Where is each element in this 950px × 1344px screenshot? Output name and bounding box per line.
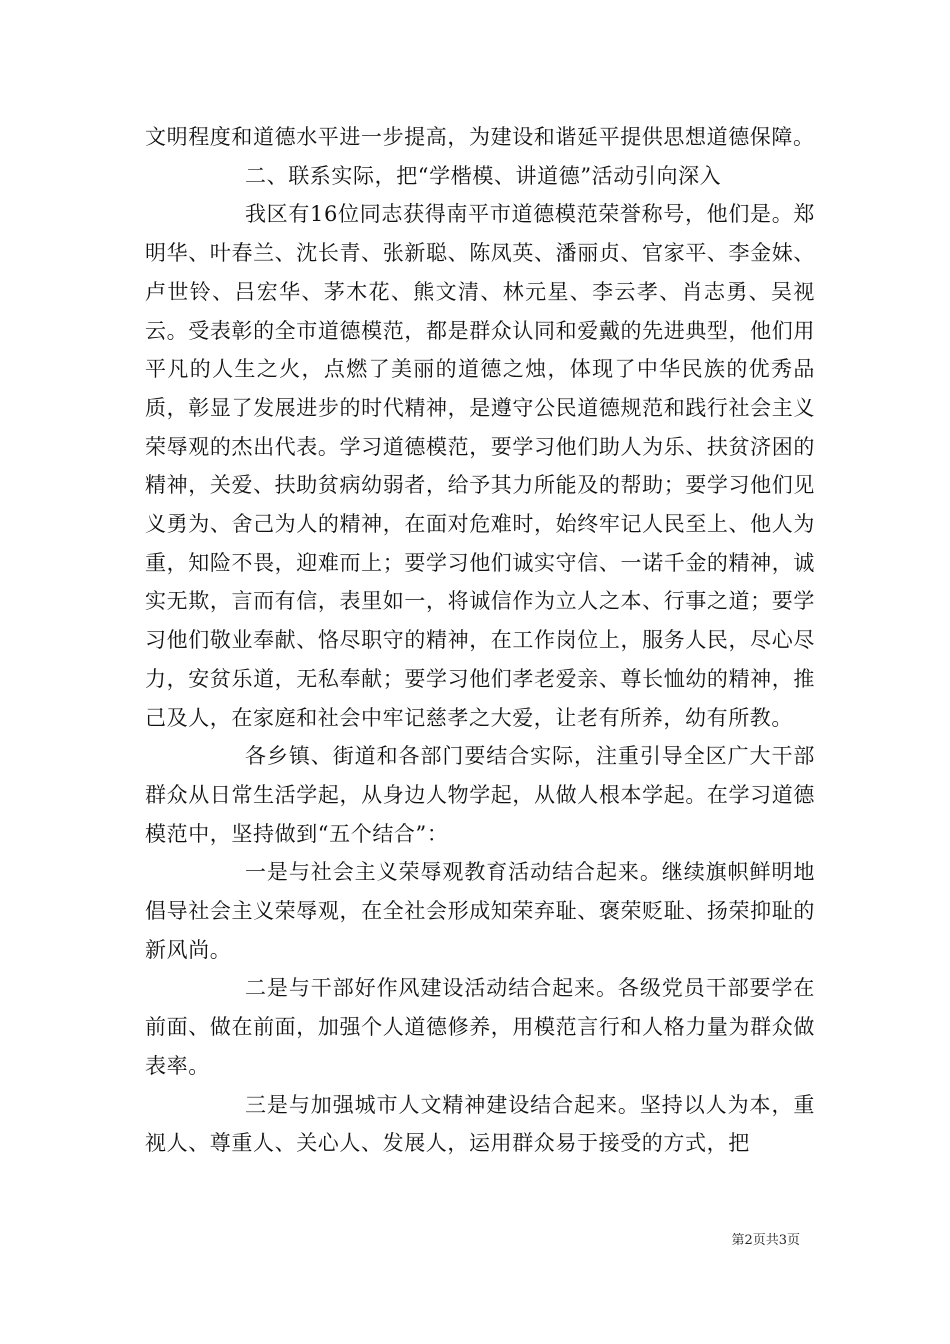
paragraph-five-combinations: 各乡镇、街道和各部门要结合实际，注重引导全区广大干部群众从日常生活学起，从身边人物学起，从做人根本学起。在学习道德模范中，坚持做到“五个结合”：: [145, 744, 815, 846]
paragraph-moral-models: 我区有16位同志获得南平市道德模范荣誉称号，他们是。郑明华、叶春兰、沈长青、张新聪、陈凤英、潘丽贞、官家平、李金妹、卢世铃、吕宏华、茅木花、熊文清、林元星、李云孝、肖志勇、吴视云。受表彰的全市道德模范，都是群众认同和爱戴的先进典型，他们用平凡的人生之火，点燃了美丽的道德之烛，体现了中华民族的优秀品质，彰显了发展进步的时代精神，是遵守公民道德规范和践行社会主义荣辱观的杰出代表。学习道德模范，要学习他们助人为乐、扶贫济困的精神，关爱、扶助贫病幼弱者，给予其力所能及的帮助；要学习他们见义勇为、舍己为人的精神，在面对危难时，始终牢记人民至上、他人为重，知险不畏，迎难而上；要学习他们诚实守信、一诺千金的精神，诚实无欺，言而有信，表里如一，将诚信作为立人之本、行事之道；要学习他们敬业奉献、恪尽职守的精神，在工作岗位上，服务人民，尽心尽力，安贫乐道，无私奉献；要学习他们孝老爱亲、尊长恤幼的精神，推己及人，在家庭和社会中牢记慈孝之大爱，让老有所养，幼有所教。: [145, 202, 815, 730]
page-number: 第2页共3页: [731, 1233, 800, 1248]
document-body: [145, 118, 815, 1163]
paragraph-point-three: 三是与加强城市人文精神建设结合起来。坚持以人为本，重视人、尊重人、关心人、发展人，运用群众易于接受的方式，把: [145, 1092, 815, 1156]
section-heading: 二、联系实际，把“学楷模、讲道德”活动引向深入: [245, 163, 722, 188]
paragraph-continuation: 文明程度和道德水平进一步提高，为建设和谐延平提供思想道德保障。: [145, 125, 815, 149]
paragraph-point-two: 二是与干部好作风建设活动结合起来。各级党员干部要学在前面、做在前面，加强个人道德修养，用模范言行和人格力量为群众做表率。: [145, 976, 815, 1078]
paragraph-point-one: 一是与社会主义荣辱观教育活动结合起来。继续旗帜鲜明地倡导社会主义荣辱观，在全社会形成知荣弃耻、褒荣贬耻、扬荣抑耻的新风尚。: [145, 860, 815, 962]
